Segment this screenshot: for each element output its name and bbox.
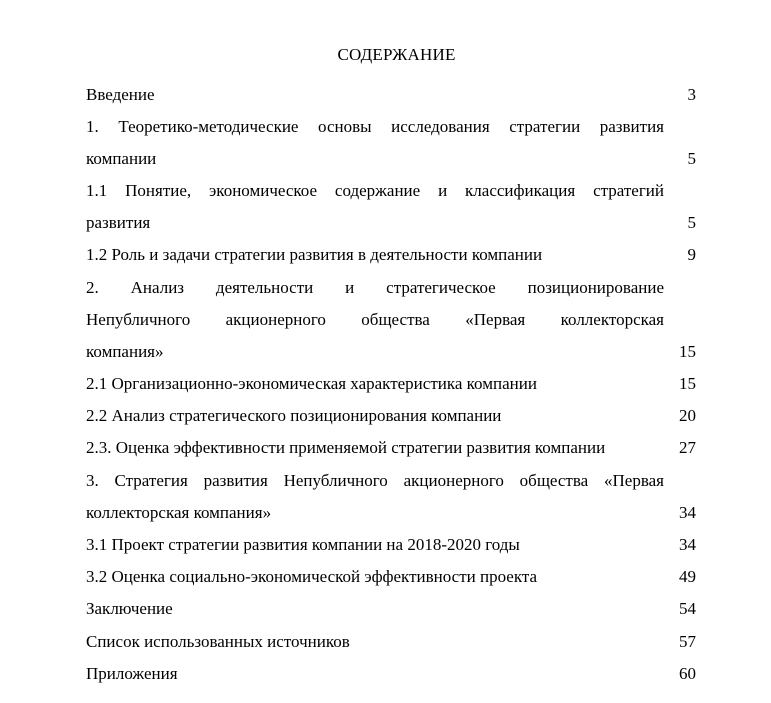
toc-entry-line: Заключение xyxy=(86,599,173,618)
toc-entry-line: 2.2 Анализ стратегического позиционирования компании xyxy=(86,406,502,425)
toc-page-number: 60 xyxy=(679,664,696,683)
toc-page-number: 54 xyxy=(679,599,696,618)
toc-entry-line: 1.2 Роль и задачи стратегии развития в деятельности компании xyxy=(86,245,543,264)
toc-page-number: 15 xyxy=(679,374,696,393)
toc-entry-line: 3.1 Проект стратегии развития компании на 2018-2020 годы xyxy=(86,535,520,554)
toc-entry-line: Введение xyxy=(86,85,155,104)
toc-entry-line: 2.3. Оценка эффективности применяемой стратегии развития компании xyxy=(86,438,606,457)
toc-entry-line: 1.1 Понятие, экономическое содержание и классификация стратегий xyxy=(86,181,664,200)
toc-entry-line: Список использованных источников xyxy=(86,632,350,651)
toc-entry-line: Приложения xyxy=(86,664,178,683)
page-title: СОДЕРЖАНИЕ xyxy=(337,45,456,64)
toc-entry-line: коллекторская компания» xyxy=(86,503,272,522)
toc-page-number: 3 xyxy=(687,85,696,104)
toc-entry-line: 2. Анализ деятельности и стратегическое позиционирование xyxy=(86,278,664,297)
toc-entry-line: 1. Теоретико-методические основы исследования стратегии развития xyxy=(86,117,664,136)
toc-entry-line: Непубличного акционерного общества «Первая коллекторская xyxy=(86,310,664,329)
toc-entry-line: 3. Стратегия развития Непубличного акционерного общества «Первая xyxy=(86,471,664,490)
toc-page-number: 34 xyxy=(679,503,696,522)
toc-entry-line: 3.2 Оценка социально-экономической эффективности проекта xyxy=(86,567,538,586)
toc-entry-line: развития xyxy=(86,213,151,232)
toc-page-number: 20 xyxy=(679,406,696,425)
toc-page-number: 34 xyxy=(679,535,696,554)
toc-page-number: 9 xyxy=(687,245,696,264)
toc-page-number: 15 xyxy=(679,342,696,361)
toc-page-number: 57 xyxy=(679,632,696,651)
toc-page-number: 5 xyxy=(687,149,696,168)
toc-entry-line: 2.1 Организационно-экономическая характеристика компании xyxy=(86,374,537,393)
toc-page-number: 49 xyxy=(679,567,696,586)
toc-page-number: 5 xyxy=(687,213,696,232)
toc-entry-line: компания» xyxy=(86,342,164,361)
toc-page-number: 27 xyxy=(679,438,696,457)
toc-entry-line: компании xyxy=(86,149,157,168)
